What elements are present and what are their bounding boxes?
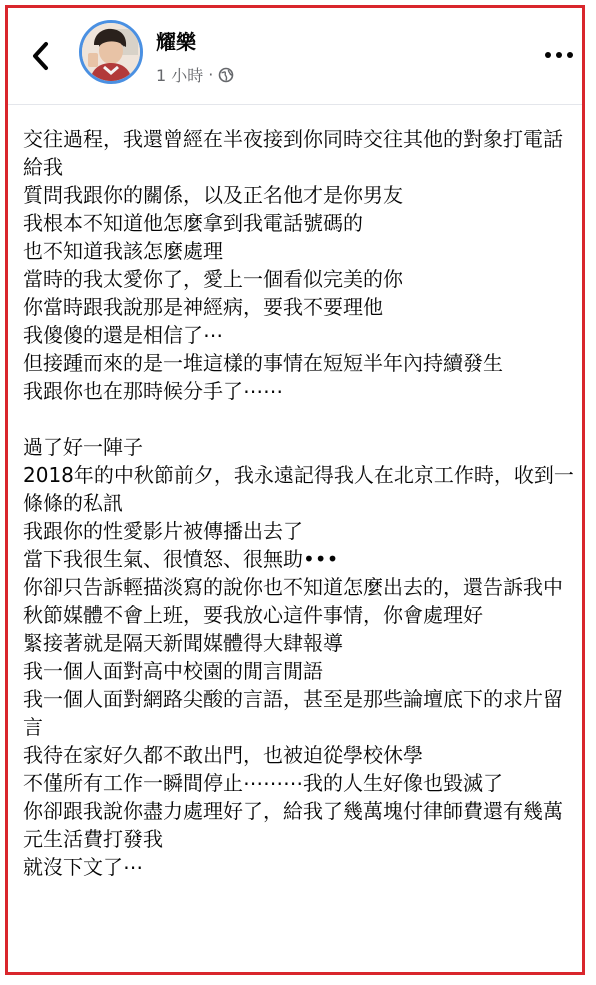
blank-line <box>23 405 575 433</box>
post-text-line: 但接踵而來的是一堆這樣的事情在短短半年內持續發生 <box>23 351 503 375</box>
post-text-line: 緊接著就是隔天新聞媒體得大肆報導 <box>23 631 343 655</box>
post-body <box>23 125 575 881</box>
post-text-line: 過了好一陣子 <box>23 435 143 459</box>
post-meta <box>156 63 234 86</box>
more-options-button[interactable] <box>542 43 576 67</box>
post-text-line: 當時的我太愛你了，愛上一個看似完美的你 <box>23 267 403 291</box>
screenshot-frame <box>5 5 585 975</box>
post-text-line: 我傻傻的還是相信了⋯ <box>23 323 223 347</box>
post-text-line: 我跟你也在那時候分手了⋯⋯ <box>23 379 283 403</box>
post-text-line: 質問我跟你的關係，以及正名他才是你男友 <box>23 183 403 207</box>
globe-icon[interactable] <box>218 67 234 83</box>
meta-separator: · <box>208 65 214 84</box>
back-button[interactable] <box>26 36 56 76</box>
header-divider <box>8 104 582 105</box>
post-text-line: 就沒下文了⋯ <box>23 855 143 879</box>
post-text-line: 你當時跟我說那是神經病，要我不要理他 <box>23 295 383 319</box>
post-text-line: 交往過程，我還曾經在半夜接到你同時交往其他的對象打電話給我 <box>23 127 563 179</box>
post-text-line: 你卻跟我說你盡力處理好了，給我了幾萬塊付律師費還有幾萬元生活費打發我 <box>23 799 563 851</box>
post-text-line: 我跟你的性愛影片被傳播出去了 <box>23 519 303 543</box>
post-text-line: 我一個人面對網路尖酸的言語，甚至是那些論壇底下的求片留言 <box>23 687 563 739</box>
chevron-left-icon <box>30 41 52 71</box>
post-text-line: 也不知道我該怎麼處理 <box>23 239 223 263</box>
post-header <box>8 8 582 104</box>
avatar[interactable] <box>79 20 143 84</box>
post-text-line: 不僅所有工作一瞬間停止⋯⋯⋯我的人生好像也毀滅了 <box>23 771 503 795</box>
post-text-line: 你卻只告訴輕描淡寫的說你也不知道怎麼出去的，還告訴我中秋節媒體不會上班，要我放心這件事情，你會處理好 <box>23 575 563 627</box>
more-horizontal-icon <box>544 51 574 59</box>
post-text-line: 2018年的中秋節前夕，我永遠記得我人在北京工作時，收到一條條的私訊 <box>23 463 574 515</box>
post-text-line: 當下我很生氣、很憤怒、很無助••• <box>23 547 339 571</box>
post-text-line: 我根本不知道他怎麼拿到我電話號碼的 <box>23 211 363 235</box>
avatar-photo <box>82 23 140 81</box>
post-text-line: 我一個人面對高中校園的閒言閒語 <box>23 659 323 683</box>
post-timestamp[interactable]: 1 小時 <box>156 66 204 85</box>
post-text-line: 我待在家好久都不敢出門，也被迫從學校休學 <box>23 743 423 767</box>
author-name[interactable]: 耀樂 <box>156 30 196 54</box>
